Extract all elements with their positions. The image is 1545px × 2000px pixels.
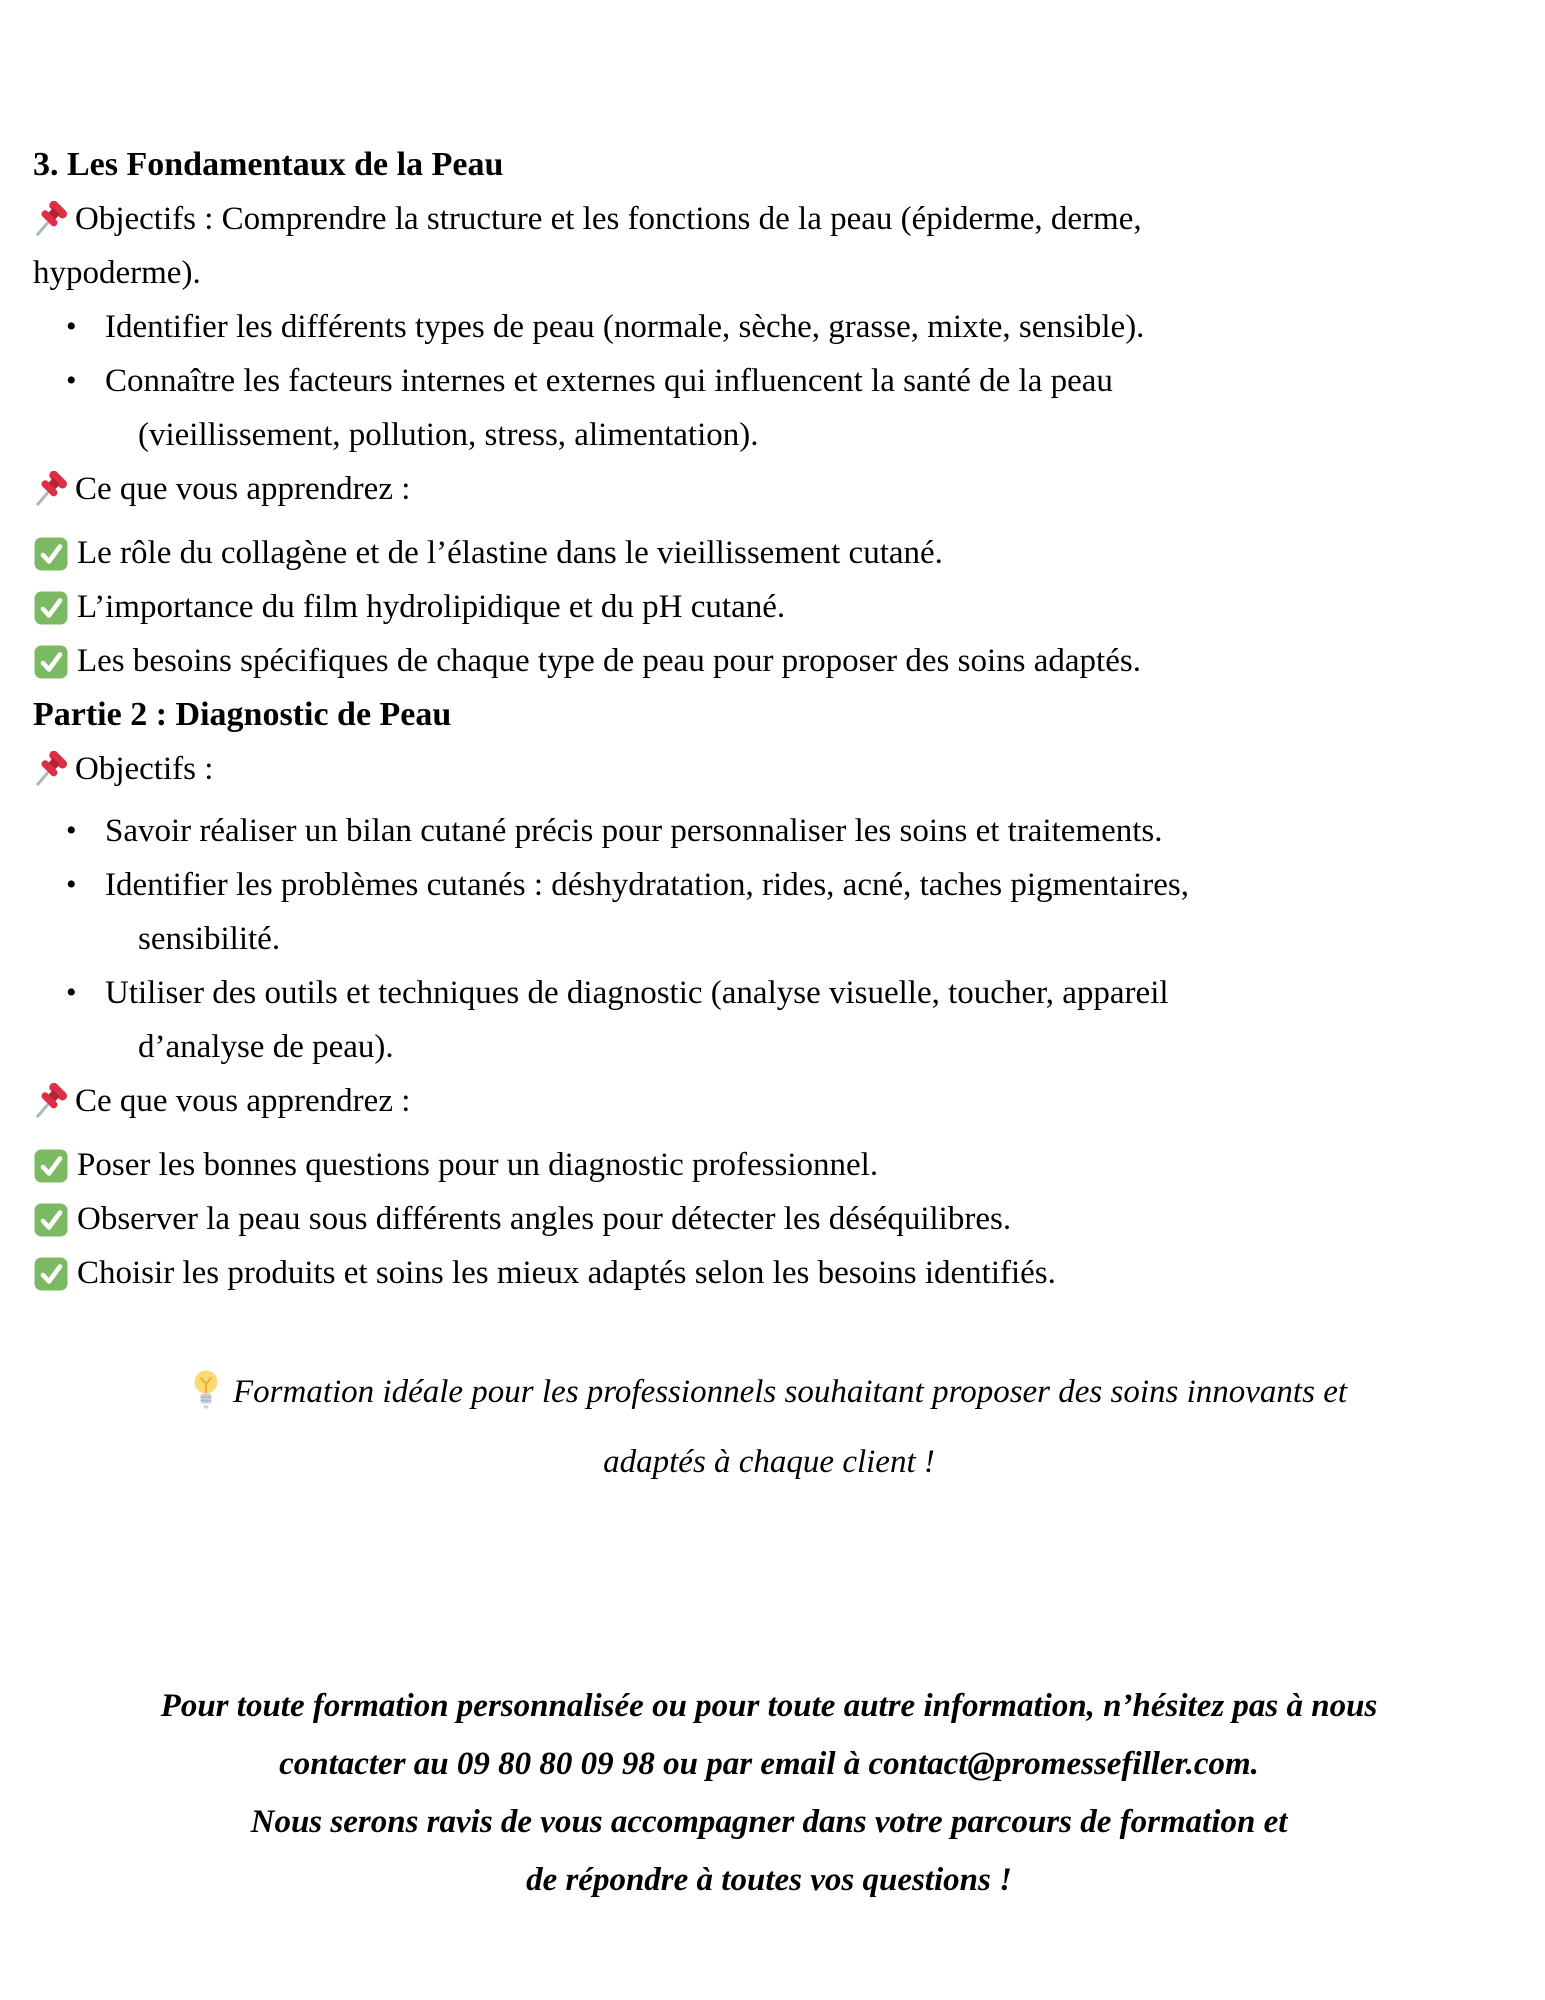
check-item-text: Choisir les produits et soins les mieux adaptés selon les besoins identifiés. <box>77 1255 1056 1291</box>
learn-heading-text: Ce que vous apprendrez : <box>75 471 411 507</box>
note-text-line2: adaptés à chaque client ! <box>603 1444 935 1480</box>
check-item <box>33 526 1505 580</box>
objectives-heading-text: Objectifs : <box>75 751 214 787</box>
check-item <box>33 634 1505 688</box>
bullet-dot-icon: • <box>66 814 77 847</box>
bullet-item-continuation <box>33 1020 1505 1074</box>
heading-text: 3. Les Fondamentaux de la Peau <box>33 146 504 183</box>
heading-text: Partie 2 : Diagnostic de Peau <box>33 696 452 733</box>
check-icon <box>33 1138 77 1184</box>
bullet-item <box>33 300 1505 354</box>
bullet-text: Connaître les facteurs internes et externes qui influencent la santé de la peau <box>105 363 1113 399</box>
bullet-text: Utiliser des outils et techniques de diagnostic (analyse visuelle, toucher, appareil <box>105 975 1169 1011</box>
bullet-text: Savoir réaliser un bilan cutané précis pour personnaliser les soins et traitements. <box>105 813 1163 849</box>
footer-line: contacter au 09 80 80 09 98 ou par email à contact@promessefiller.com. <box>279 1746 1259 1782</box>
objectives-text-line1: Objectifs : Comprendre la structure et les fonctions de la peau (épiderme, derme, <box>75 201 1142 237</box>
bullet-item <box>33 354 1505 408</box>
check-item <box>33 580 1505 634</box>
bullet-item <box>33 858 1505 912</box>
note-line1 <box>33 1362 1505 1432</box>
footer-line: Pour toute formation personnalisée ou pour toute autre information, n’hésitez pas à nous <box>160 1688 1378 1724</box>
check-item <box>33 1246 1505 1300</box>
note-line2 <box>33 1432 1505 1492</box>
section-heading-diagnostic <box>33 688 1505 742</box>
bullet-text: Identifier les problèmes cutanés : déshydratation, rides, acné, taches pigmentaires, <box>105 867 1190 903</box>
check-item-text: Poser les bonnes questions pour un diagnostic professionnel. <box>77 1147 879 1183</box>
check-icon <box>33 1192 77 1238</box>
check-icon <box>33 580 77 626</box>
note-text-line1: Formation idéale pour les professionnels souhaitant proposer des soins innovants et <box>232 1374 1348 1410</box>
bullet-item-continuation <box>33 912 1505 966</box>
bullet-dot-icon: • <box>66 976 77 1009</box>
check-item-text: Observer la peau sous différents angles pour détecter les déséquilibres. <box>77 1201 1012 1237</box>
bullet-item <box>33 966 1505 1020</box>
pushpin-icon <box>33 1074 75 1121</box>
objectives-paragraph-line1 <box>33 192 1505 246</box>
pushpin-icon <box>33 742 75 789</box>
footer-line: Nous serons ravis de vous accompagner dans votre parcours de formation et <box>250 1804 1288 1840</box>
check-icon <box>33 526 77 572</box>
bullet-dot-icon: • <box>66 364 77 397</box>
bullet-text-continuation: d’analyse de peau). <box>138 1029 394 1065</box>
check-item <box>33 1192 1505 1246</box>
check-icon <box>33 634 77 680</box>
highlight-note <box>33 1362 1505 1492</box>
bullet-dot-icon: • <box>66 868 77 901</box>
contact-footer <box>33 1677 1505 1909</box>
pushpin-icon <box>33 462 75 509</box>
footer-line: de répondre à toutes vos questions ! <box>526 1862 1012 1898</box>
learn-heading-text: Ce que vous apprendrez : <box>75 1083 411 1119</box>
light-bulb-icon <box>191 1368 221 1432</box>
check-item-text: Les besoins spécifiques de chaque type de peau pour proposer des soins adaptés. <box>77 643 1141 679</box>
pushpin-icon <box>33 192 75 239</box>
objectives-text-line2: hypoderme). <box>33 255 201 291</box>
check-item <box>33 1138 1505 1192</box>
check-icon <box>33 1246 77 1292</box>
objectives-heading-line <box>33 742 1505 796</box>
section-heading-fondamentaux <box>33 138 1505 192</box>
learn-heading-line <box>33 462 1505 516</box>
bullet-item <box>33 804 1505 858</box>
check-item-text: L’importance du film hydrolipidique et du pH cutané. <box>77 589 786 625</box>
check-item-text: Le rôle du collagène et de l’élastine dans le vieillissement cutané. <box>77 535 943 571</box>
bullet-text-continuation: (vieillissement, pollution, stress, alimentation). <box>138 417 759 453</box>
learn-heading-line <box>33 1074 1505 1128</box>
bullet-dot-icon: • <box>66 310 77 343</box>
bullet-text: Identifier les différents types de peau (normale, sèche, grasse, mixte, sensible). <box>105 309 1145 345</box>
bullet-item-continuation <box>33 408 1505 462</box>
bullet-text-continuation: sensibilité. <box>138 921 281 957</box>
objectives-paragraph-line2 <box>33 246 1505 300</box>
